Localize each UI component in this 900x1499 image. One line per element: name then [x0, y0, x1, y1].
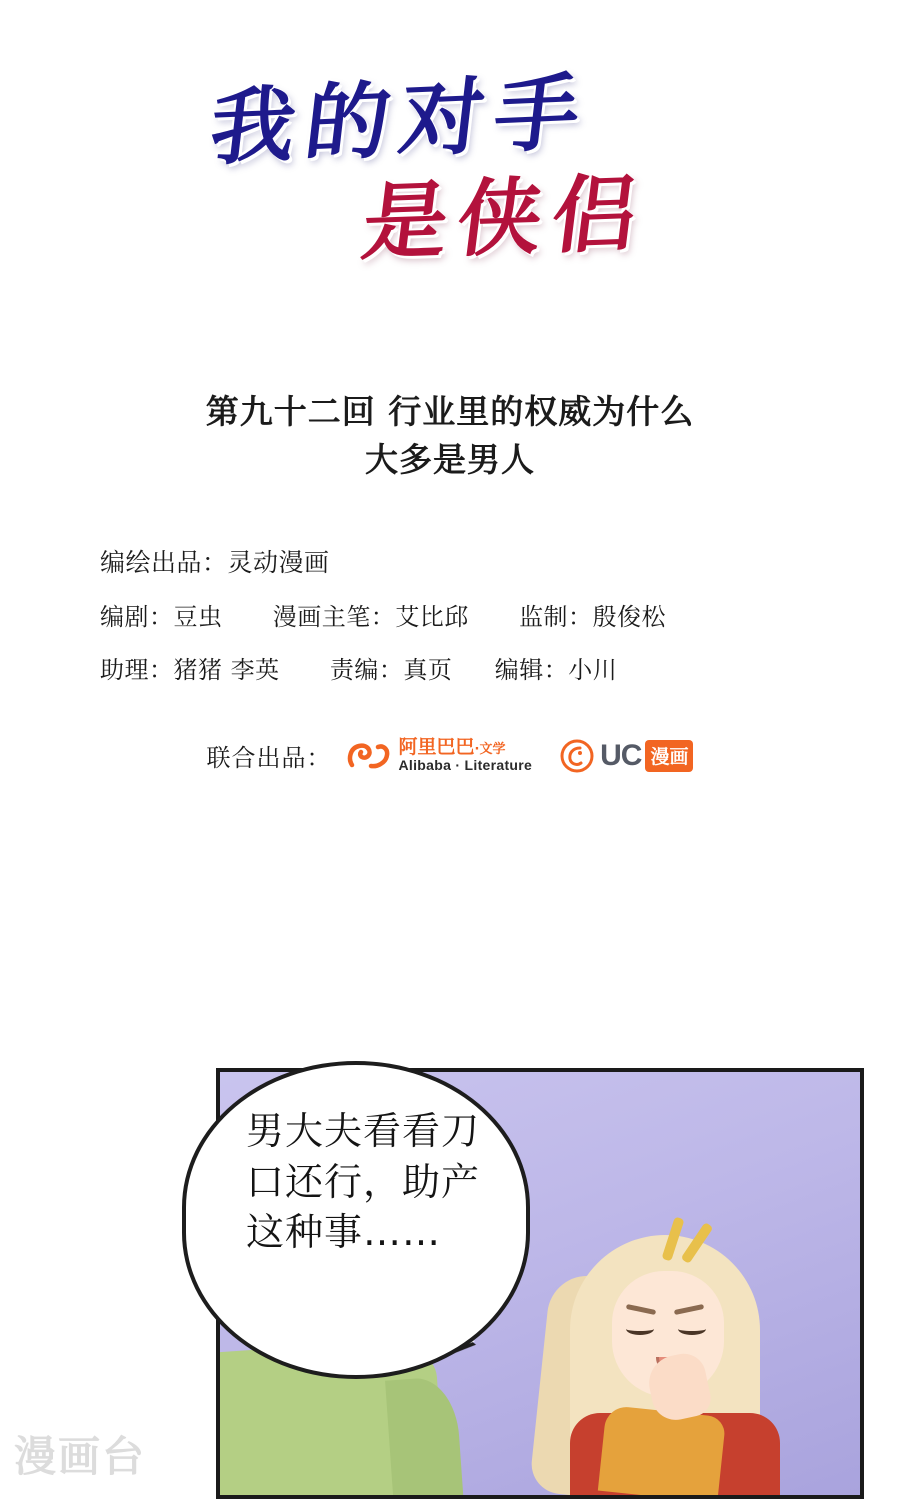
character-collar [598, 1405, 726, 1499]
editor-label: 编辑： [494, 656, 569, 684]
chapter-title [0, 388, 900, 484]
character-figure [540, 1205, 820, 1495]
credit-row-staff-2 [100, 650, 820, 685]
supervisor-value: 殷俊松 [592, 603, 667, 631]
credits-block [100, 543, 820, 703]
coproduction-row [0, 738, 900, 773]
character-eye-right [678, 1323, 706, 1335]
editor-value: 小川 [568, 656, 618, 684]
uc-logo-badge: 漫画 [645, 740, 693, 772]
writer-label: 编剧： [100, 603, 174, 631]
credit-row-produced [100, 543, 820, 579]
character-eyebrow-left [626, 1304, 656, 1315]
chief-editor-label: 责编： [329, 656, 404, 684]
alibaba-logo-en: Alibaba · Literature [398, 757, 533, 774]
series-title-line-1: 我的对手 [205, 61, 595, 178]
uc-logo-text: UC [600, 738, 642, 772]
produced-value: 灵动漫画 [227, 548, 330, 577]
squirrel-icon [560, 739, 594, 773]
chapter-title-line-2: 大多是男人 [365, 439, 535, 479]
produced-label: 编绘出品： [100, 548, 228, 577]
chief-editor-value: 真页 [403, 656, 453, 684]
lead-artist-label: 漫画主笔： [272, 603, 396, 631]
assistant-value: 猪猪 李英 [173, 656, 280, 684]
speech-balloon-text: 男大夫看看刀口还行，助产这种事…… [246, 1109, 481, 1255]
series-title-line-2: 是侠侣 [357, 163, 653, 272]
writer-value: 豆虫 [173, 603, 223, 631]
alibaba-literature-logo [346, 738, 533, 773]
alibaba-mark-icon [346, 741, 392, 771]
alibaba-logo-text [399, 738, 533, 773]
credit-row-staff-1 [100, 597, 820, 632]
lead-artist-value: 艾比邱 [395, 603, 469, 631]
character-eye-left [626, 1323, 654, 1335]
alibaba-logo-cn: 阿里巴巴·文学 [398, 736, 506, 759]
uc-comics-logo [560, 739, 693, 773]
coproduction-label: 联合出品： [206, 744, 332, 772]
assistant-label: 助理： [100, 656, 174, 684]
supervisor-label: 监制： [519, 603, 593, 631]
site-watermark: 漫画台 [14, 1432, 147, 1481]
character-eyebrow-right [674, 1304, 704, 1315]
series-title-logo [0, 61, 900, 338]
chapter-title-line-1: 第九十二回 行业里的权威为什么 [205, 392, 695, 431]
